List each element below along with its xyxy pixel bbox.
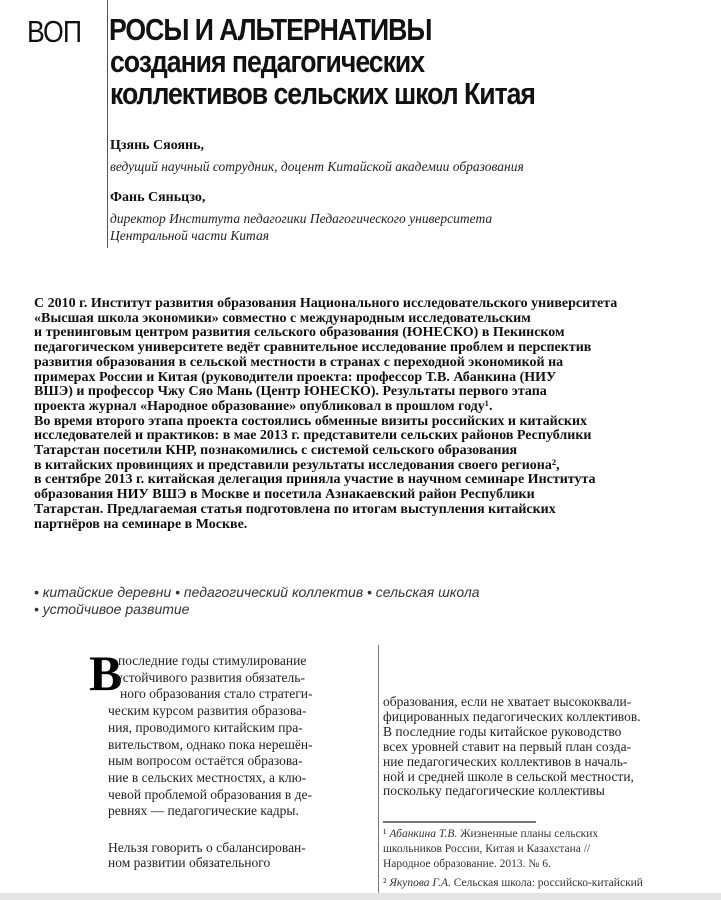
body-column-1 (108, 653, 313, 820)
body-line: ном развитии обязательного (108, 855, 271, 870)
body-line: образования, если не хватает высококвали- (383, 694, 632, 709)
abstract-line: партнёров на семинаре в Москве. (34, 516, 248, 532)
title-prefix: ВОП (27, 14, 82, 49)
body-line: последние годы стимулирование (118, 653, 307, 668)
abstract-line: ВШЭ) и профессор Чжу Сяо Мань (Центр ЮНЕСКО). Результаты первого этапа (34, 384, 547, 400)
author-name-2: Фань Сяньцзо, (110, 190, 206, 205)
drop-cap: В (89, 645, 123, 701)
footnote-text: Сельская школа: российско-китайский (450, 877, 643, 889)
abstract (34, 297, 617, 532)
author-role-2: Центральной части Китая (110, 228, 270, 243)
footnote-rule (383, 821, 536, 823)
footnote-2 (383, 876, 643, 891)
footnote-mark: ² (383, 877, 387, 889)
abstract-line: примерах России и Китая (руководители проекта: профессор Т.В. Абанкина (НИУ (34, 369, 557, 385)
abstract-line: развития образования в сельской местности в странах с переходной экономикой на (34, 354, 564, 370)
abstract-line: и тренинговым центром развития сельского образования (ЮНЕСКО) в Пекинском (34, 325, 565, 341)
author-role-1: ведущий научный сотрудник, доцент Китайской академии образования (110, 159, 524, 174)
keywords (34, 584, 480, 618)
title-line-1: РОСЫ И АЛЬТЕРНАТИВЫ (109, 12, 432, 47)
body-line: ного образования стало стратеги- (120, 686, 313, 702)
body-line: ние педагогических коллективов в началь- (383, 753, 628, 769)
footnotes (383, 827, 643, 891)
keywords-line: • китайские деревни • педагогический коллектив • сельская школа (34, 584, 480, 600)
footnote-text: Жизненные планы сельских (457, 828, 599, 840)
footnote-author: Якупова Г.А. (389, 877, 451, 889)
body-line: устойчивого развития обязатель- (116, 669, 305, 685)
body-line: всех уровней ставит на первый план созда- (383, 738, 632, 754)
keywords-line: • устойчивое развитие (34, 601, 190, 617)
body-line: вительством, однако пока нерешён- (108, 736, 313, 752)
abstract-line: Татарстан посетили КНР, познакомились с системой сельского образования (34, 443, 518, 459)
body-line: ние в сельских местностях, а клю- (108, 769, 307, 785)
body-line: ния, проводимого китайским пра- (108, 719, 303, 735)
author-name-1: Цзянь Сяоянь, (110, 138, 205, 153)
body-column-2 (383, 695, 641, 799)
footnote-line: школьников России, Китая и Казахстана // (383, 843, 591, 855)
abstract-line: образования НИУ ВШЭ в Москве и посетила Азнакаевский район Республики (34, 487, 535, 503)
body-line: ческим курсом развития образова- (108, 703, 307, 719)
abstract-line: в сентябре 2013 г. китайская делегация приняла участие в научном семинаре Института (34, 472, 596, 488)
abstract-line: Татарстан. Предлагаемая статья подготовлена по итогам выступления китайских (34, 501, 556, 517)
author-role-2: директор Института педагогики Педагогического университета (110, 211, 493, 226)
title-divider-line (107, 0, 108, 248)
body-line: поскольку педагогические коллективы (383, 783, 605, 799)
abstract-line: Во время второго этапа проекта состоялись обменные визиты российских и китайских (34, 413, 588, 429)
body-line: В последние годы китайское руководство (383, 723, 622, 739)
abstract-line: исследователей и практиков: в мае 2013 г. представители сельских районов Республики (34, 428, 592, 444)
body-line: ной и средней школе в сельской местности, (383, 768, 634, 784)
abstract-line: «Высшая школа экономики» совместно с международным исследовательским (34, 310, 531, 326)
abstract-line: в китайских провинциях и представили результаты исследования своего региона², (34, 457, 560, 473)
title-line-2: создания педагогических (110, 44, 425, 79)
footnote-author: Абанкина Т.В. (389, 828, 458, 840)
body-line: Нельзя говорить о сбалансирован- (108, 840, 306, 855)
footnote-1 (383, 827, 643, 842)
body-line: ревнях — педагогические кадры. (108, 803, 299, 819)
footnote-line: Народное образование. 2013. № 6. (383, 858, 551, 870)
body-column-1-para-2 (108, 840, 306, 870)
page-bottom-edge (0, 893, 721, 900)
abstract-line: педагогическом университете ведёт сравнительное исследование проблем и перспектив (34, 340, 592, 356)
column-divider-line (378, 645, 379, 893)
body-line: чевой проблемой образования в де- (108, 786, 312, 802)
abstract-line: проекта журнал «Народное образование» опубликовал в прошлом году¹. (34, 398, 493, 414)
body-line: ным вопросом остаётся образова- (108, 753, 303, 769)
abstract-line: С 2010 г. Институт развития образования Национального исследовательского университета (34, 296, 618, 311)
footnote-mark: ¹ (383, 828, 387, 840)
title-line-3: коллективов сельских школ Китая (110, 76, 535, 111)
body-line: фицированных педагогических коллективов. (383, 708, 641, 724)
